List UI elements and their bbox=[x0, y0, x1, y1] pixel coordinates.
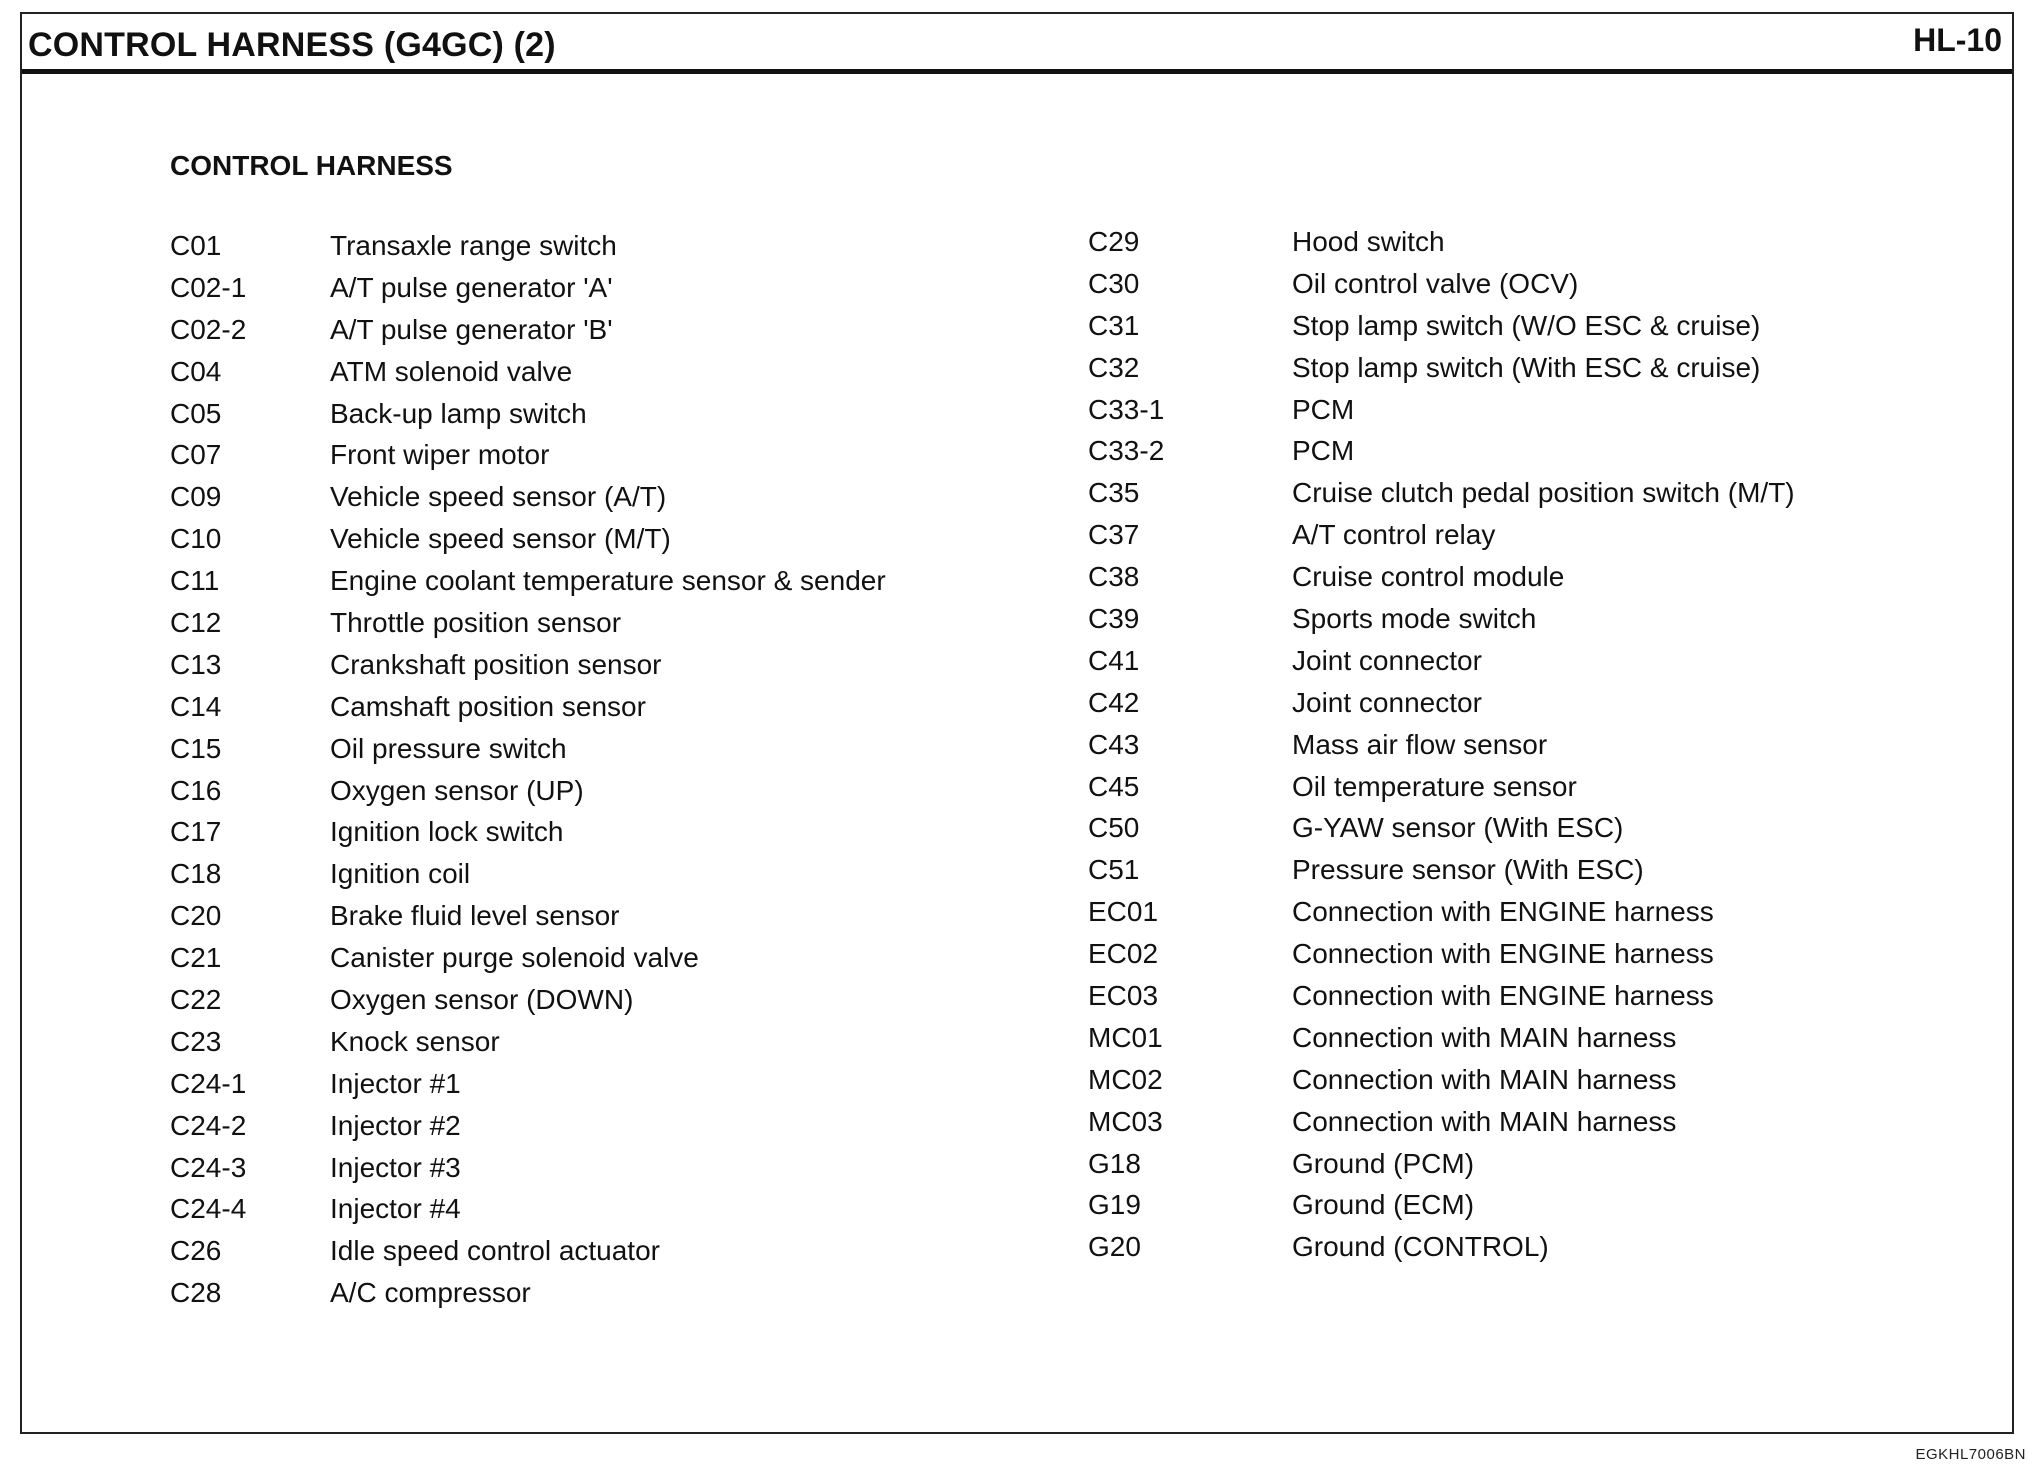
connector-entry bbox=[1088, 1231, 1795, 1273]
connector-description: Hood switch bbox=[1292, 226, 1445, 257]
connector-description: Connection with MAIN harness bbox=[1292, 1063, 1677, 1095]
connector-entry bbox=[170, 1026, 886, 1068]
connector-code: C26 bbox=[170, 1235, 222, 1267]
connector-description: Sports mode switch bbox=[1292, 603, 1537, 635]
connector-code: C30 bbox=[1088, 267, 1140, 299]
connector-code: C24-3 bbox=[170, 1151, 247, 1183]
connector-entry bbox=[170, 230, 886, 272]
connector-description: PCM bbox=[1292, 435, 1355, 467]
connector-code: MC03 bbox=[1088, 1105, 1163, 1137]
connector-entry bbox=[1088, 980, 1795, 1022]
connector-entry bbox=[1088, 812, 1795, 854]
connector-description: G-YAW sensor (With ESC) bbox=[1292, 812, 1624, 844]
connector-description: Injector #3 bbox=[330, 1151, 461, 1183]
connector-code: C33-1 bbox=[1088, 393, 1165, 425]
connector-code: C11 bbox=[170, 565, 220, 597]
connector-description: Injector #2 bbox=[330, 1109, 461, 1141]
connector-entry bbox=[170, 272, 886, 314]
connector-entry bbox=[1088, 477, 1795, 519]
connector-code: C02-1 bbox=[170, 271, 247, 303]
connector-code: C21 bbox=[170, 942, 222, 974]
connector-description: Mass air flow sensor bbox=[1292, 728, 1548, 760]
connector-description: Crankshaft position sensor bbox=[330, 648, 662, 680]
connector-description: Injector #4 bbox=[330, 1193, 461, 1225]
connector-entry bbox=[1088, 1148, 1795, 1190]
connector-description: Oxygen sensor (UP) bbox=[330, 774, 584, 806]
connector-entry bbox=[170, 439, 886, 481]
connector-code: G18 bbox=[1088, 1147, 1141, 1179]
connector-code: C28 bbox=[170, 1277, 222, 1309]
connector-code: C15 bbox=[170, 732, 222, 764]
connector-code: C38 bbox=[1088, 561, 1140, 593]
connector-code: EC03 bbox=[1088, 980, 1159, 1012]
connector-description: Joint connector bbox=[1292, 644, 1482, 676]
connector-code: C37 bbox=[1088, 519, 1140, 551]
connector-code: C16 bbox=[170, 774, 222, 806]
connector-code: C09 bbox=[170, 481, 222, 513]
connector-description: Canister purge solenoid valve bbox=[330, 942, 699, 974]
connector-code: C17 bbox=[170, 816, 222, 848]
connector-description: Pressure sensor (With ESC) bbox=[1292, 854, 1644, 886]
connector-code: C43 bbox=[1088, 728, 1140, 760]
connector-entry bbox=[170, 565, 886, 607]
connector-entry bbox=[1088, 1022, 1795, 1064]
connector-description: Stop lamp switch (With ESC & cruise) bbox=[1292, 351, 1761, 383]
connector-description: Cruise clutch pedal position switch (M/T) bbox=[1292, 477, 1795, 509]
connector-entry bbox=[170, 816, 886, 858]
connector-code: C41 bbox=[1088, 644, 1140, 676]
connector-description: Back-up lamp switch bbox=[330, 397, 587, 429]
connector-code: C05 bbox=[170, 397, 222, 429]
connector-code: C01 bbox=[170, 230, 222, 261]
connector-description: Connection with MAIN harness bbox=[1292, 1021, 1677, 1053]
connector-code: C24-1 bbox=[170, 1067, 247, 1099]
connector-entry bbox=[170, 733, 886, 775]
connector-entry bbox=[170, 1110, 886, 1152]
connector-description: A/T control relay bbox=[1292, 519, 1496, 551]
connector-code: C50 bbox=[1088, 812, 1140, 844]
connector-code: C24-2 bbox=[170, 1109, 247, 1141]
connector-entry bbox=[1088, 310, 1795, 352]
connector-entry bbox=[170, 775, 886, 817]
header-bar bbox=[22, 14, 2012, 74]
connector-list-right bbox=[1088, 226, 1795, 1273]
connector-description: Engine coolant temperature sensor & sender bbox=[330, 565, 886, 597]
connector-description: Brake fluid level sensor bbox=[330, 900, 620, 932]
connector-entry bbox=[170, 1193, 886, 1235]
connector-code: MC02 bbox=[1088, 1063, 1163, 1095]
connector-code: G20 bbox=[1088, 1231, 1141, 1263]
connector-code: C51 bbox=[1088, 854, 1140, 886]
connector-entry bbox=[1088, 1189, 1795, 1231]
connector-code: C22 bbox=[170, 984, 222, 1016]
connector-description: Vehicle speed sensor (A/T) bbox=[330, 481, 667, 513]
connector-entry bbox=[1088, 268, 1795, 310]
connector-description: Ignition lock switch bbox=[330, 816, 564, 848]
connector-description: Connection with ENGINE harness bbox=[1292, 980, 1714, 1012]
connector-entry bbox=[170, 984, 886, 1026]
connector-code: C10 bbox=[170, 523, 222, 555]
connector-description: Camshaft position sensor bbox=[330, 690, 646, 722]
connector-code: C12 bbox=[170, 607, 222, 639]
connector-entry bbox=[1088, 687, 1795, 729]
connector-code: C20 bbox=[170, 900, 222, 932]
connector-entry bbox=[1088, 561, 1795, 603]
connector-entry bbox=[170, 900, 886, 942]
connector-description: Injector #1 bbox=[330, 1067, 461, 1099]
connector-code: C14 bbox=[170, 690, 222, 722]
connector-entry bbox=[1088, 645, 1795, 687]
connector-code: C02-2 bbox=[170, 313, 247, 345]
connector-entry bbox=[170, 607, 886, 649]
connector-code: MC01 bbox=[1088, 1021, 1163, 1053]
connector-entry bbox=[170, 398, 886, 440]
connector-description: Cruise control module bbox=[1292, 561, 1565, 593]
connector-entry bbox=[1088, 771, 1795, 813]
connector-code: C29 bbox=[1088, 226, 1140, 257]
connector-code: C07 bbox=[170, 439, 222, 471]
connector-entry bbox=[170, 356, 886, 398]
connector-entry bbox=[170, 942, 886, 984]
connector-entry bbox=[1088, 226, 1795, 268]
connector-description: Front wiper motor bbox=[330, 439, 550, 471]
connector-description: Oil pressure switch bbox=[330, 732, 567, 764]
connector-entry bbox=[170, 1235, 886, 1277]
connector-entry bbox=[170, 523, 886, 565]
connector-description: Connection with MAIN harness bbox=[1292, 1105, 1677, 1137]
connector-entry bbox=[1088, 352, 1795, 394]
connector-description: PCM bbox=[1292, 393, 1355, 425]
connector-entry bbox=[170, 691, 886, 733]
connector-entry bbox=[1088, 394, 1795, 436]
page-number: HL-10 bbox=[1913, 22, 2002, 58]
connector-code: EC02 bbox=[1088, 938, 1159, 970]
connector-list-left bbox=[170, 230, 886, 1319]
connector-entry bbox=[170, 1152, 886, 1194]
connector-description: Idle speed control actuator bbox=[330, 1235, 660, 1267]
connector-entry bbox=[1088, 938, 1795, 980]
connector-description: Oil temperature sensor bbox=[1292, 770, 1577, 802]
section-title: CONTROL HARNESS bbox=[170, 150, 453, 181]
connector-entry bbox=[170, 1068, 886, 1110]
connector-code: EC01 bbox=[1088, 896, 1159, 928]
connector-description: Knock sensor bbox=[330, 1025, 500, 1057]
connector-code: C04 bbox=[170, 355, 222, 387]
connector-description: Ground (ECM) bbox=[1292, 1189, 1475, 1221]
connector-code: C31 bbox=[1088, 309, 1140, 341]
connector-description: Joint connector bbox=[1292, 686, 1482, 718]
connector-description: Ignition coil bbox=[330, 858, 471, 890]
connector-description: A/T pulse generator 'B' bbox=[330, 313, 613, 345]
connector-entry bbox=[170, 314, 886, 356]
connector-entry bbox=[170, 1277, 886, 1319]
connector-code: C32 bbox=[1088, 351, 1140, 383]
connector-code: C18 bbox=[170, 858, 222, 890]
connector-description: Ground (CONTROL) bbox=[1292, 1231, 1549, 1263]
page-title: CONTROL HARNESS (G4GC) (2) bbox=[28, 26, 556, 64]
connector-entry bbox=[1088, 435, 1795, 477]
connector-description: Oil control valve (OCV) bbox=[1292, 267, 1579, 299]
connector-description: Transaxle range switch bbox=[330, 230, 617, 261]
connector-code: C35 bbox=[1088, 477, 1140, 509]
connector-entry bbox=[1088, 1106, 1795, 1148]
connector-description: Ground (PCM) bbox=[1292, 1147, 1475, 1179]
connector-entry bbox=[1088, 896, 1795, 938]
connector-code: C13 bbox=[170, 648, 222, 680]
connector-code: C39 bbox=[1088, 603, 1140, 635]
connector-entry bbox=[1088, 603, 1795, 645]
connector-code: C42 bbox=[1088, 686, 1140, 718]
connector-entry bbox=[170, 858, 886, 900]
connector-entry bbox=[170, 649, 886, 691]
connector-description: ATM solenoid valve bbox=[330, 355, 573, 387]
connector-description: A/T pulse generator 'A' bbox=[330, 271, 613, 303]
connector-description: Connection with ENGINE harness bbox=[1292, 896, 1714, 928]
connector-code: C45 bbox=[1088, 770, 1140, 802]
connector-code: C23 bbox=[170, 1025, 222, 1057]
page-frame bbox=[20, 12, 2014, 1434]
connector-entry bbox=[170, 481, 886, 523]
connector-entry bbox=[1088, 1064, 1795, 1106]
connector-code: C33-2 bbox=[1088, 435, 1165, 467]
connector-description: A/C compressor bbox=[330, 1277, 531, 1309]
connector-code: G19 bbox=[1088, 1189, 1141, 1221]
figure-code: EGKHL7006BN bbox=[1915, 1446, 2026, 1463]
connector-code: C24-4 bbox=[170, 1193, 247, 1225]
connector-description: Stop lamp switch (W/O ESC & cruise) bbox=[1292, 309, 1761, 341]
connector-description: Throttle position sensor bbox=[330, 607, 622, 639]
connector-entry bbox=[1088, 729, 1795, 771]
connector-entry bbox=[1088, 854, 1795, 896]
connector-description: Vehicle speed sensor (M/T) bbox=[330, 523, 671, 555]
connector-description: Connection with ENGINE harness bbox=[1292, 938, 1714, 970]
connector-entry bbox=[1088, 519, 1795, 561]
connector-description: Oxygen sensor (DOWN) bbox=[330, 984, 634, 1016]
